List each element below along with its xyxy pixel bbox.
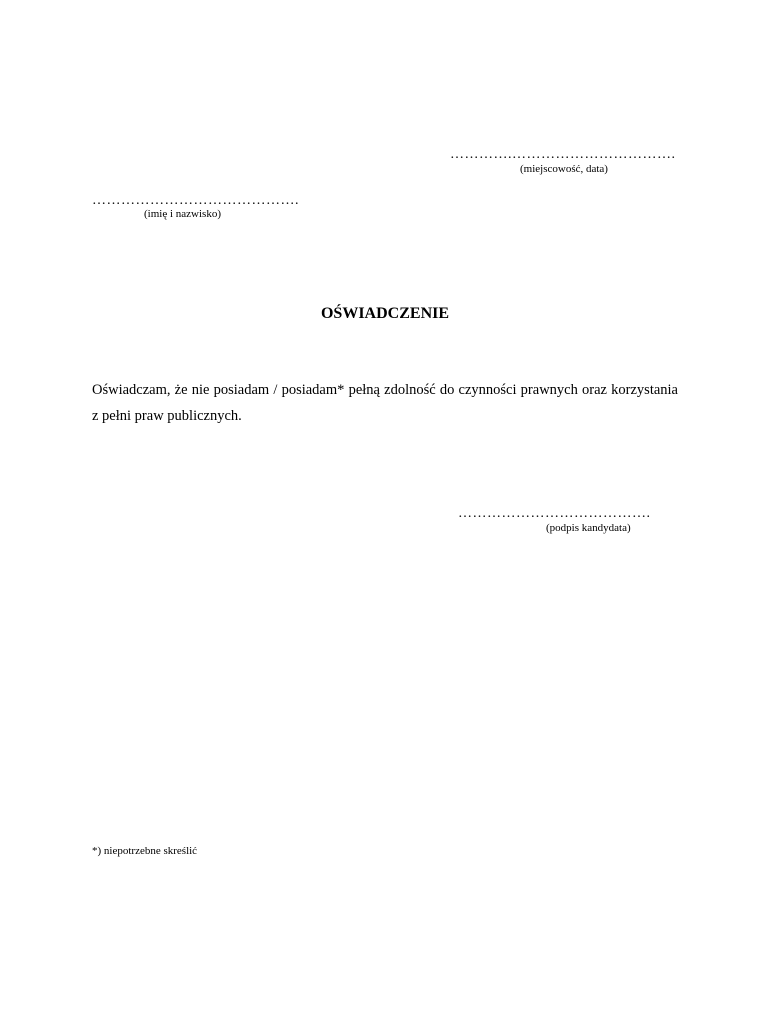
- statement-paragraph: Oświadczam, że nie posiadam / posiadam* pełną zdolność do czynności prawnych oraz korzystania z pełni praw publicznych.: [92, 382, 678, 424]
- footnote: *) niepotrzebne skreślić: [92, 845, 198, 857]
- name-line: …………………………………….: [92, 193, 299, 208]
- place-date-caption: (miejscowość, data): [520, 163, 608, 175]
- signature-caption: (podpis kandydata): [546, 522, 631, 534]
- signature-line: ………………………………….: [458, 506, 651, 521]
- place-date-line: ………….…………………………….: [450, 147, 676, 162]
- document-title: OŚWIADCZENIE: [320, 305, 450, 322]
- name-caption: (imię i nazwisko): [144, 208, 221, 220]
